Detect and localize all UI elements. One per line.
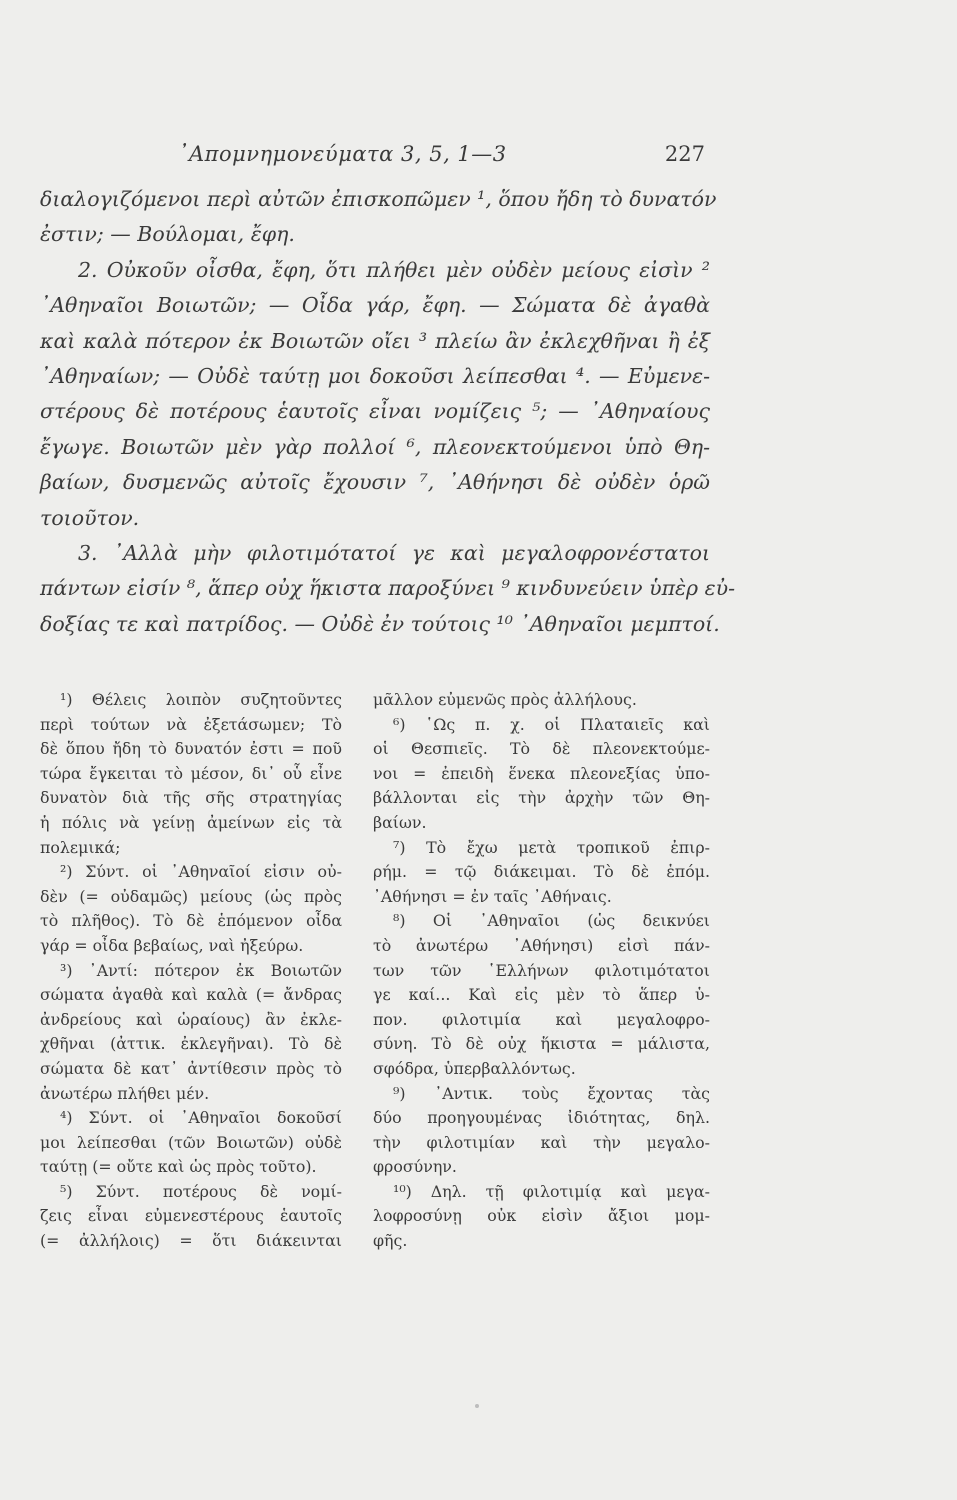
footnote-line: γε καί... Καὶ εἰς μὲν τὸ ἅπερ ὑ- xyxy=(373,985,710,1005)
footnote-line: λοφροσύνῃ οὐκ εἰσὶν ἄξιοι μομ- xyxy=(373,1206,710,1226)
main-line: ᾿Αθηναίων; — Οὐδὲ ταύτῃ μοι δοκοῦσι λείπεσθαι ⁴. — Εὐμενε- xyxy=(40,364,710,389)
main-line: 2. Οὐκοῦν οἶσθα, ἔφη, ὅτι πλήθει μὲν οὐδὲν μείους εἰσὶν ² xyxy=(78,257,710,282)
footnote-line: νοι = ἐπειδὴ ἕνεκα πλεονεξίας ὑπο- xyxy=(373,763,710,783)
page-number: 227 xyxy=(664,142,705,166)
footnote-line: ³) ᾿Αντί: πότερον ἐκ Βοιωτῶν xyxy=(60,960,342,980)
footnote-line: ἀνδρείους καὶ ὡραίους) ἂν ἐκλε- xyxy=(40,1009,342,1029)
main-line: στέρους δὲ ποτέρους ἑαυτοῖς εἶναι νομίζεις ⁵; — ᾿Αθηναίους xyxy=(40,399,710,424)
footnote-line: δύο προηγουμένας ἰδιότητας, δηλ. xyxy=(373,1108,710,1128)
footnote-line: σώματα ἀγαθὰ καὶ καλὰ (= ἄνδρας xyxy=(40,985,342,1005)
footnote-line: τὴν φιλοτιμίαν καὶ τὴν μεγαλο- xyxy=(373,1132,710,1152)
footnote-line: σώματα δὲ κατ᾿ ἀντίθεσιν πρὸς τὸ xyxy=(40,1058,342,1078)
footnote-line: ⁵) Σύντ. ποτέρους δὲ νομί- xyxy=(60,1181,342,1201)
footnote-line: ταύτῃ (= οὔτε καὶ ὡς πρὸς τοῦτο). xyxy=(40,1157,317,1177)
footnote-line: ⁶) ῾Ως π. χ. οἱ Πλαταιεῖς καὶ xyxy=(393,714,710,734)
page-header xyxy=(0,142,957,178)
footnote-line: ⁸) Οἱ ᾿Αθηναῖοι (ὡς δεικνύει xyxy=(393,911,710,931)
main-line: ἐστιν; — Βούλομαι, ἔφη. xyxy=(40,222,295,247)
print-speck xyxy=(475,1404,479,1408)
running-title: ᾿Απομνημονεύματα 3, 5, 1—3 xyxy=(178,142,507,166)
footnote-line: ρήμ. = τῷ διάκειμαι. Τὸ δὲ ἑπόμ. xyxy=(373,862,710,882)
footnote-line: δὲ ὅπου ἤδη τὸ δυνατόν ἐστι = ποῦ xyxy=(40,739,342,759)
main-text xyxy=(40,182,735,642)
footnote-line: οἱ Θεσπιεῖς. Τὸ δὲ πλεονεκτούμε- xyxy=(373,739,710,759)
footnote-line: δυνατὸν διὰ τῆς σῆς στρατηγίας xyxy=(40,788,342,808)
main-line: 3. ᾿Αλλὰ μὴν φιλοτιμότατοί γε καὶ μεγαλοφρονέστατοι xyxy=(78,541,710,566)
footnote-line: ⁷) Τὸ ἔχω μετὰ τροπικοῦ ἐπιρ- xyxy=(393,837,710,857)
footnote-line: των τῶν ῾Ελλήνων φιλοτιμότατοι xyxy=(373,960,710,980)
footnote-line: γάρ = οἶδα βεβαίως, ναὶ ἠξεύρω. xyxy=(40,935,304,955)
main-line: ᾿Αθηναῖοι Βοιωτῶν; — Οἶδα γάρ, ἔφη. — Σώματα δὲ ἀγαθὰ xyxy=(40,293,710,318)
footnote-line: σύνη. Τὸ δὲ οὐχ ἥκιστα = μάλιστα, xyxy=(373,1034,710,1054)
footnote-line: τώρα ἔγκειται τὸ μέσον, δι᾿ οὗ εἶνε xyxy=(40,763,342,783)
footnote-line: μοι λείπεσθαι (τῶν Βοιωτῶν) οὐδὲ xyxy=(40,1132,342,1152)
main-line: ἔγωγε. Βοιωτῶν μὲν γὰρ πολλοί ⁶, πλεονεκτούμενοι ὑπὸ Θη- xyxy=(40,434,710,459)
main-line: δοξίας τε καὶ πατρίδος. — Οὐδὲ ἐν τούτοις ¹⁰ ᾿Αθηναῖοι μεμπτοί. xyxy=(40,611,720,636)
footnote-line: ᾿Αθήνησι = ἐν ταῖς ᾿Αθήναις. xyxy=(373,886,612,906)
footnote-line: περὶ τούτων νὰ ἐξετάσωμεν; Τὸ xyxy=(40,714,342,734)
footnote-line: τὸ πλῆθος). Τὸ δὲ ἑπόμενον οἶδα xyxy=(40,911,342,931)
footnote-line: φροσύνην. xyxy=(373,1157,457,1177)
main-line: πάντων εἰσίν ⁸, ἅπερ οὐχ ἥκιστα παροξύνει ⁹ κινδυνεύειν ὑπὲρ εὐ- xyxy=(40,576,735,601)
footnote-line: δὲν (= οὐδαμῶς) μείους (ὡς πρὸς xyxy=(40,886,342,906)
footnote-line: τὸ ἀνωτέρω ᾿Αθήνησι) εἰσὶ πάν- xyxy=(373,935,710,955)
footnote-line: ⁹) ᾿Αντικ. τοὺς ἔχοντας τὰς xyxy=(393,1083,710,1103)
footnote-line: πολεμικά; xyxy=(40,837,121,857)
footnote-line: φῆς. xyxy=(373,1231,408,1251)
footnote-line: ¹⁰) Δηλ. τῇ φιλοτιμίᾳ καὶ μεγα- xyxy=(393,1181,710,1201)
footnote-line: πον. φιλοτιμία καὶ μεγαλοφρο- xyxy=(373,1009,710,1029)
footnote-line: μᾶλλον εὐμενῶς πρὸς ἀλλήλους. xyxy=(373,690,637,709)
footnote-line: ²) Σύντ. οἱ ᾿Αθηναῖοί εἰσιν οὐ- xyxy=(60,862,342,882)
footnote-line: (= ἀλλήλοις) = ὅτι διάκεινται xyxy=(40,1231,342,1251)
footnote-line: χθῆναι (ἀττικ. ἐκλεγῆναι). Τὸ δὲ xyxy=(40,1034,342,1054)
footnotes-right-column xyxy=(373,688,710,1254)
footnote-line: ¹) Θέλεις λοιπὸν συζητοῦντες xyxy=(60,690,342,709)
footnote-line: σφόδρα, ὑπερβαλλόντως. xyxy=(373,1058,576,1078)
footnote-line: βαίων. xyxy=(373,812,427,832)
footnote-line: ἀνωτέρω πλήθει μέν. xyxy=(40,1083,210,1103)
main-line: καὶ καλὰ πότερον ἐκ Βοιωτῶν οἴει ³ πλείω ἂν ἐκλεχθῆναι ἢ ἐξ xyxy=(40,328,710,353)
main-line: βαίων, δυσμενῶς αὐτοῖς ἔχουσιν ⁷, ᾿Αθήνησι δὲ οὐδὲν ὁρῶ xyxy=(40,470,710,495)
footnotes-left-column xyxy=(40,688,342,1254)
main-line: διαλογιζόμενοι περὶ αὐτῶν ἐπισκοπῶμεν ¹, ὅπου ἤδη τὸ δυνατόν xyxy=(40,187,717,211)
footnote-line: ⁴) Σύντ. οἱ ᾿Αθηναῖοι δοκοῦσί xyxy=(60,1108,342,1128)
footnote-line: βάλλονται εἰς τὴν ἀρχὴν τῶν Θη- xyxy=(373,788,710,808)
footnote-line: ζεις εἶναι εὐμενεστέρους ἑαυτοῖς xyxy=(40,1206,342,1226)
main-line: τοιοῦτον. xyxy=(40,505,140,530)
footnote-line: ἡ πόλις νὰ γείνῃ ἀμείνων εἰς τὰ xyxy=(40,812,342,832)
